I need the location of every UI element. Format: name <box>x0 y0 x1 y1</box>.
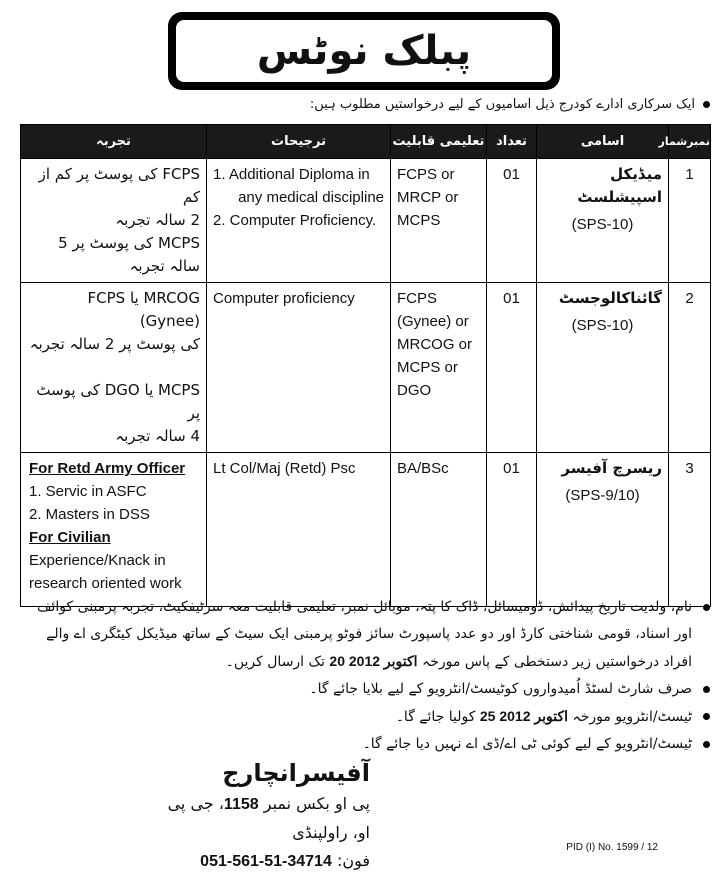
pobox-label: پی او بکس نمبر <box>263 794 370 813</box>
row-2-serial: 2 <box>669 283 711 453</box>
note-tail: کولیا جائے گا۔ <box>395 709 476 725</box>
note-date: 20 اکتوبر 2012 <box>329 653 418 669</box>
row-3-qualification <box>391 453 487 607</box>
phone-number: 051-561-51-34714 <box>200 853 332 870</box>
pref-line: Lt Col/Maj (Retd) Psc <box>213 460 356 477</box>
note-item <box>20 594 710 676</box>
bullet-icon <box>703 741 710 748</box>
signature-phone <box>150 847 370 876</box>
exp-line: MCPS کی پوسٹ پر 5 سالہ تجربہ <box>58 234 200 275</box>
pobox-number: 1158 <box>223 796 259 813</box>
page-title: پبلک نوٹس <box>256 28 472 74</box>
row-1-serial: 1 <box>669 159 711 283</box>
exp-line: research oriented work <box>29 575 182 592</box>
qual-line: MCPS <box>397 212 441 229</box>
row-1-quantity: 01 <box>487 159 537 283</box>
signature-block <box>150 758 370 876</box>
exp-line <box>27 356 200 379</box>
note-text: نام، ولدیت تاریخ پیدائش، ڈومیسائل، ڈاک کا پتہ، موبائل نمبر، تعلیمی قابلیت معہ سرٹیفکیٹ، تجربہ پرمبنی کوائف اور اسناد، قومی شناختی کارڈ اور دو عدد پاسپورٹ سائز فوٹو پرمبنی ایک سیٹ کے ساتھ میڈیکل کیٹگری اے والے افراد درخواستیں زیر دستخطی کے پاس مورخہ <box>36 599 692 670</box>
vacancies-table <box>20 124 711 607</box>
header-experience: تجربہ <box>21 125 207 159</box>
header-preferences: ترجیحات <box>207 125 391 159</box>
header-post: اسامی <box>537 125 669 159</box>
row-3-experience <box>21 453 207 607</box>
exp-line: 2. Masters in DSS <box>29 506 150 523</box>
exp-line: 4 سالہ تجربہ <box>115 427 200 445</box>
table-row <box>21 453 711 607</box>
note-date: 25 اکتوبر 2012 <box>479 708 569 724</box>
bullet-icon <box>703 686 710 693</box>
title-banner <box>168 12 560 90</box>
row-1-experience <box>21 159 207 283</box>
qual-line: MRCP or <box>397 189 459 206</box>
row-3-post <box>537 453 669 607</box>
signature-title: آفیسرانچارج <box>222 759 370 787</box>
row-2-qualification <box>391 283 487 453</box>
exp-line: FCPS کی پوسٹ پر کم از کم <box>38 165 200 206</box>
title-banner-inner <box>174 18 554 84</box>
exp-heading-army: For Retd Army Officer <box>29 460 186 477</box>
qual-line: MCPS or <box>397 359 458 376</box>
exp-line: 2 سالہ تجربہ <box>115 211 200 229</box>
pobox-tail: ، جی پی او، راولپنڈی <box>167 794 370 842</box>
exp-line: 1. Servic in ASFC <box>29 483 147 500</box>
pref-line: Computer proficiency <box>213 290 355 307</box>
qual-line: FCPS <box>397 290 438 307</box>
bullet-icon <box>703 604 710 611</box>
note-tail: تک ارسال کریں۔ <box>225 654 325 670</box>
pid-number: PID (I) No. 1599 / 12 <box>566 842 658 853</box>
exp-line: Experience/Knack in <box>29 552 166 569</box>
notes-list <box>20 594 710 758</box>
post-title: گائناکالوجسٹ <box>558 289 662 307</box>
post-scale: (SPS-9/10) <box>565 487 640 504</box>
row-2-post <box>537 283 669 453</box>
exp-line: MRCOG یا FCPS (Gynee) <box>87 289 200 330</box>
qual-line: (Gynee) or <box>397 313 469 330</box>
signature-pobox <box>150 790 370 847</box>
qual-line: FCPS or <box>397 166 455 183</box>
pref-line: 1. Additional Diploma in <box>213 166 370 183</box>
row-2-preferences <box>207 283 391 453</box>
note-text: ٹیسٹ/انٹرویو کے لیے کوئی ٹی اے/ڈی اے نہیں دیا جائے گا۔ <box>362 736 692 752</box>
note-item <box>20 731 710 758</box>
intro-line <box>110 97 710 112</box>
row-1-qualification <box>391 159 487 283</box>
post-title: میڈیکل اسپیشلسٹ <box>577 165 662 206</box>
phone-label: فون: <box>336 851 370 870</box>
row-3-preferences <box>207 453 391 607</box>
post-title: ریسرچ آفیسر <box>561 459 662 477</box>
row-2-experience <box>21 283 207 453</box>
table-header-row <box>21 125 711 159</box>
note-text: صرف شارٹ لسٹڈ اُمیدواروں کوٹیسٹ/انٹرویو کے لیے بلایا جائے گا۔ <box>309 681 692 697</box>
exp-line: کی پوسٹ پر 2 سالہ تجربہ <box>29 335 200 353</box>
intro-text: ایک سرکاری ادارے کودرج ذیل اسامیوں کے لیے درخواستیں مطلوب ہیں: <box>309 97 695 112</box>
note-text: ٹیسٹ/انٹرویو مورخہ <box>572 709 692 725</box>
qual-line: DGO <box>397 382 432 399</box>
post-scale: (SPS-10) <box>571 216 634 233</box>
row-3-quantity: 01 <box>487 453 537 607</box>
bullet-icon <box>703 101 710 108</box>
pref-line: any medical discipline <box>238 189 384 206</box>
qual-line: MRCOG or <box>397 336 472 353</box>
header-qualification: تعلیمی قابلیت <box>391 125 487 159</box>
qual-line: BA/BSc <box>397 460 449 477</box>
row-1-post <box>537 159 669 283</box>
exp-line: MCPS یا DGO کی پوسٹ پر <box>36 381 200 422</box>
note-item <box>20 703 710 731</box>
header-quantity: تعداد <box>487 125 537 159</box>
note-item <box>20 676 710 703</box>
post-scale: (SPS-10) <box>571 317 634 334</box>
table-row <box>21 159 711 283</box>
exp-heading-civilian: For Civilian <box>29 529 111 546</box>
bullet-icon <box>703 713 710 720</box>
row-3-serial: 3 <box>669 453 711 607</box>
row-2-quantity: 01 <box>487 283 537 453</box>
header-serial: نمبرشمار <box>669 125 711 159</box>
row-1-preferences <box>207 159 391 283</box>
pref-line: 2. Computer Proficiency. <box>213 212 377 229</box>
table-row <box>21 283 711 453</box>
